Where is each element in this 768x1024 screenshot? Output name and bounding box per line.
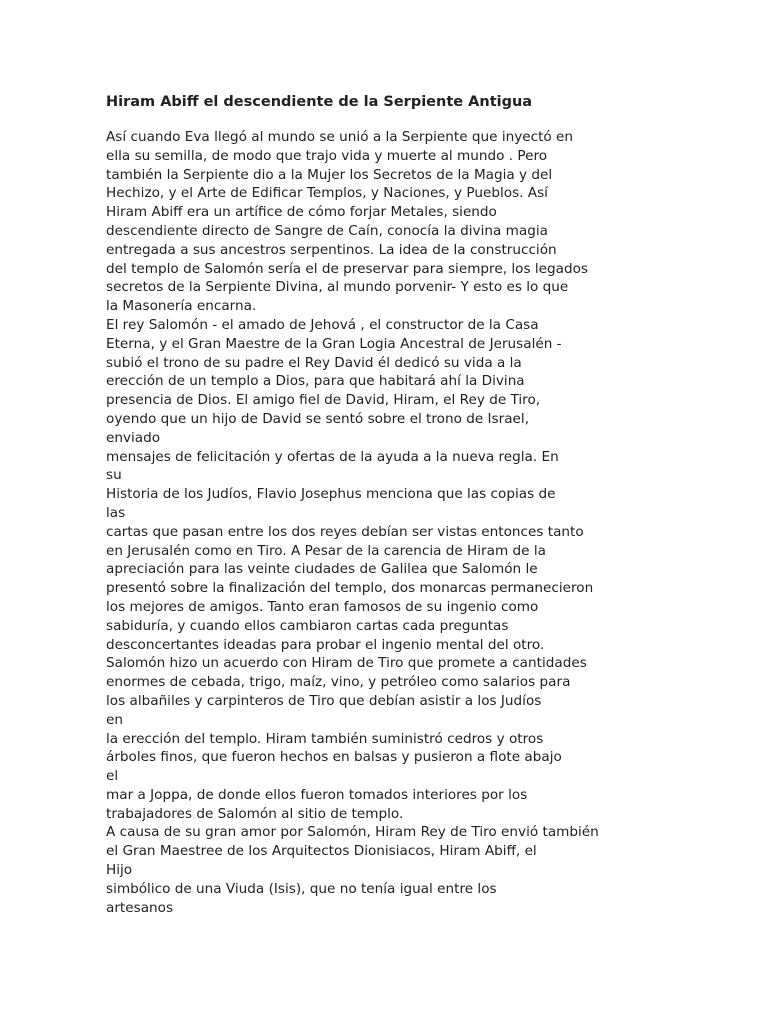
text-line: la erección del templo. Hiram también suministró cedros y otros [106,730,544,747]
text-line: El rey Salomón - el amado de Jehová , el constructor de la Casa [106,316,539,333]
text-line: trabajadores de Salomón al sitio de templo. [106,805,404,822]
text-line: en Jerusalén como en Tiro. A Pesar de la carencia de Hiram de la [106,542,546,559]
text-line: los mejores de amigos. Tanto eran famosos de su ingenio como [106,598,539,615]
text-line: cartas que pasan entre los dos reyes debían ser vistas entonces tanto [106,523,584,540]
text-line: Hechizo, y el Arte de Edificar Templos, y Naciones, y Pueblos. Así [106,185,548,202]
text-line: su [106,467,122,484]
text-line: ella su semilla, de modo que trajo vida y muerte al mundo . Pero [106,147,548,164]
text-line: enormes de cebada, trigo, maíz, vino, y petróleo como salarios para [106,674,571,691]
text-line: el Gran Maestree de los Arquitectos Dionisiacos, Hiram Abiff, el [106,843,537,860]
text-line: mensajes de felicitación y ofertas de la ayuda a la nueva regla. En [106,448,559,465]
text-line: artesanos [106,899,174,916]
text-line: erección de un templo a Dios, para que habitará ahí la Divina [106,373,525,390]
text-line: las [106,504,126,521]
text-line: oyendo que un hijo de David se sentó sobre el trono de Israel, [106,410,530,427]
text-line: subió el trono de su padre el Rey David él dedicó su vida a la [106,354,522,371]
text-line: Así cuando Eva llegó al mundo se unió a la Serpiente que inyectó en [106,129,574,145]
text-line: entregada a sus ancestros serpentinos. La idea de la construcción [106,241,557,258]
text-line: también la Serpiente dio a la Mujer los Secretos de la Magia y del [106,166,553,183]
document-title: Hiram Abiff el descendiente de la Serpiente Antigua [106,94,533,110]
text-line: Historia de los Judíos, Flavio Josephus menciona que las copias de [106,486,556,503]
text-line: los albañiles y carpinteros de Tiro que debían asistir a los Judíos [106,692,542,709]
text-line: A causa de su gran amor por Salomón, Hiram Rey de Tiro envió también [106,824,599,841]
text-line: apreciación para las veinte ciudades de Galilea que Salomón le [106,561,538,578]
text-line: la Masonería encarna. [106,298,257,315]
text-line: árboles finos, que fueron hechos en balsas y pusieron a flote abajo [106,749,562,766]
text-line: secretos de la Serpiente Divina, al mundo porvenir- Y esto es lo que [106,279,569,296]
text-line: mar a Joppa, de donde ellos fueron tomados interiores por los [106,786,528,803]
text-line: del templo de Salomón sería el de preservar para siempre, los legados [106,260,588,277]
text-line: descendiente directo de Sangre de Caín, conocía la divina magia [106,222,548,239]
text-line: sabiduría, y cuando ellos cambiaron cartas cada preguntas [106,617,509,634]
document-body [106,128,599,917]
text-line: en [106,711,123,728]
text-line: enviado [106,429,161,446]
text-line: Hijo [106,862,133,879]
text-line: simbólico de una Viuda (Isis), que no tenía igual entre los [106,880,497,897]
text-line: Salomón hizo un acuerdo con Hiram de Tiro que promete a cantidades [106,655,587,672]
text-line: presentó sobre la finalización del templo, dos monarcas permanecieron [106,580,594,597]
text-line: Hiram Abiff era un artífice de cómo forjar Metales, siendo [106,204,497,221]
text-line: presencia de Dios. El amigo fiel de David, Hiram, el Rey de Tiro, [106,392,541,409]
text-line: Eterna, y el Gran Maestre de la Gran Logia Ancestral de Jerusalén - [106,335,562,352]
text-line: el [106,768,119,785]
text-line: desconcertantes ideadas para probar el ingenio mental del otro. [106,636,545,653]
